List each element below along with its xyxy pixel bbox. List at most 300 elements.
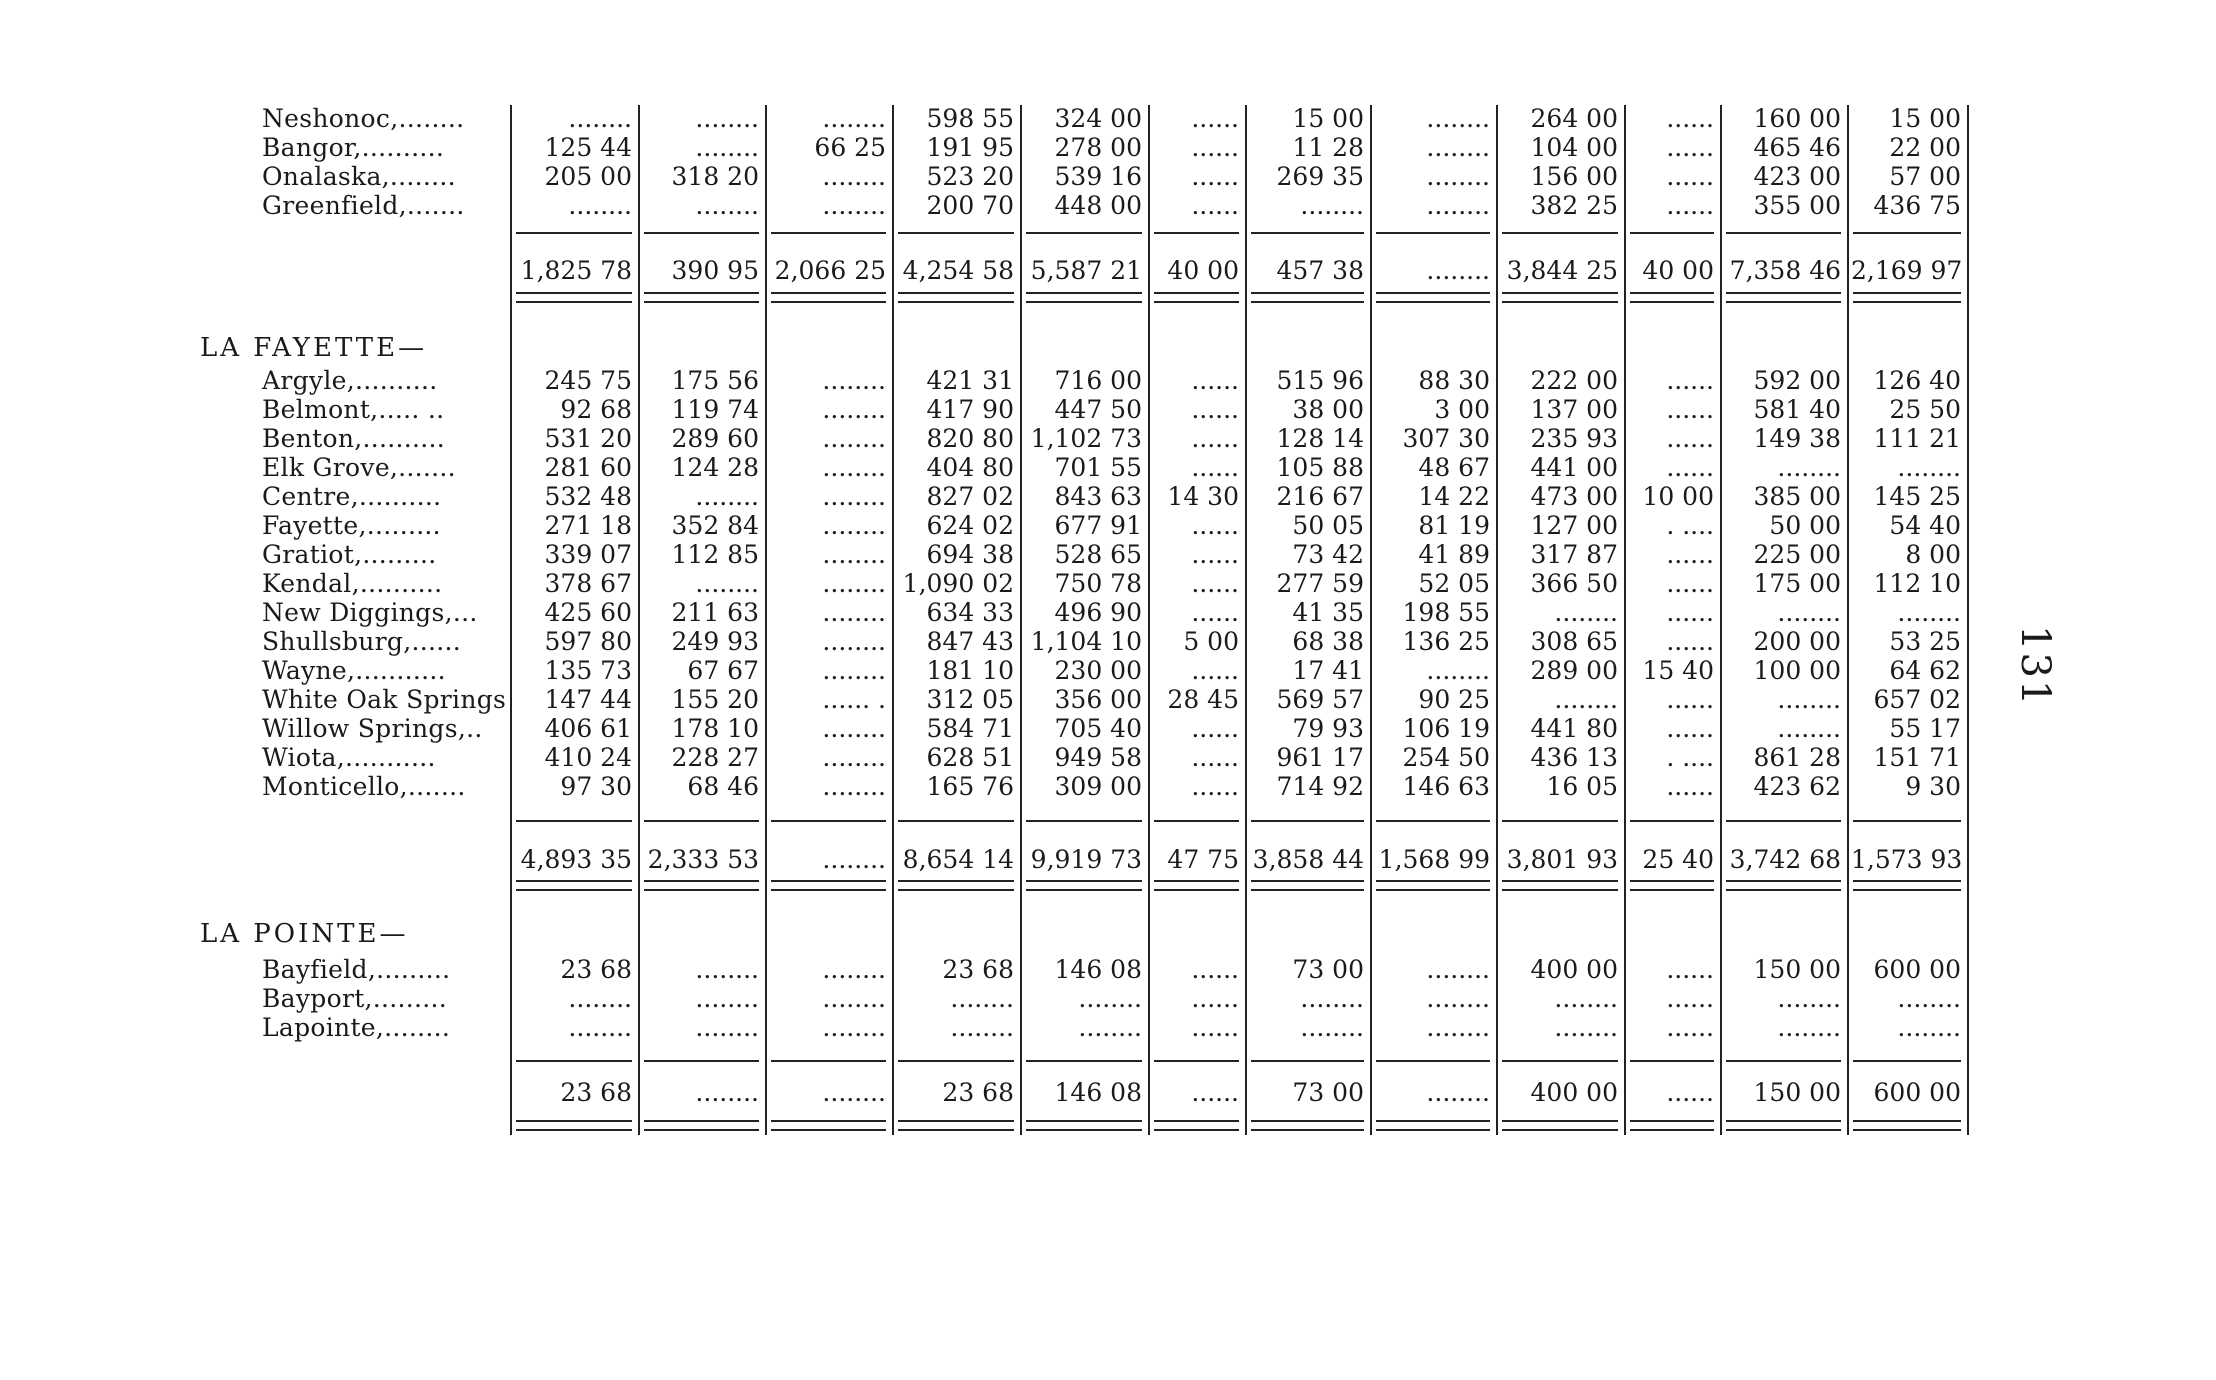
table-cell: 90 25 bbox=[1418, 685, 1490, 714]
table-cell: ...... bbox=[1191, 366, 1239, 395]
table-cell: ...... bbox=[1191, 984, 1239, 1013]
subtotal-rule bbox=[644, 232, 759, 234]
subtotal-rule bbox=[1251, 1060, 1364, 1062]
table-cell: ........ bbox=[1777, 598, 1841, 627]
table-cell: 200 70 bbox=[926, 191, 1014, 220]
table-cell: 317 87 bbox=[1530, 540, 1618, 569]
total-cell: 600 00 bbox=[1873, 1078, 1961, 1107]
table-cell: 339 07 bbox=[544, 540, 632, 569]
total-double-rule bbox=[1376, 292, 1490, 294]
table-cell: 271 18 bbox=[544, 511, 632, 540]
column-rule bbox=[1148, 105, 1150, 1135]
total-double-rule bbox=[516, 880, 632, 882]
table-cell: ........ bbox=[1777, 685, 1841, 714]
total-cell: 4,893 35 bbox=[520, 845, 632, 874]
table-cell: 160 00 bbox=[1753, 104, 1841, 133]
table-cell: ...... bbox=[1191, 714, 1239, 743]
table-cell: ...... bbox=[1666, 540, 1714, 569]
table-cell: 827 02 bbox=[926, 482, 1014, 511]
subtotal-rule bbox=[1853, 820, 1961, 822]
total-double-rule bbox=[1502, 1120, 1618, 1122]
table-cell: 23 68 bbox=[560, 955, 632, 984]
total-double-rule bbox=[1376, 880, 1490, 882]
subtotal-rule bbox=[771, 820, 886, 822]
table-cell: 423 62 bbox=[1753, 772, 1841, 801]
total-cell: ...... bbox=[1666, 1078, 1714, 1107]
row-name: White Oak Springs bbox=[262, 685, 507, 714]
table-cell: ........ bbox=[822, 540, 886, 569]
table-cell: 88 30 bbox=[1418, 366, 1490, 395]
table-cell: 278 00 bbox=[1054, 133, 1142, 162]
table-cell: 289 00 bbox=[1530, 656, 1618, 685]
row-name: Bangor,.......... bbox=[262, 133, 445, 162]
total-double-rule bbox=[1502, 880, 1618, 882]
table-cell: ........ bbox=[822, 627, 886, 656]
total-cell: 23 68 bbox=[560, 1078, 632, 1107]
table-cell: 146 63 bbox=[1402, 772, 1490, 801]
subtotal-rule bbox=[898, 232, 1014, 234]
column-rule bbox=[1370, 105, 1372, 1135]
table-cell: 861 28 bbox=[1753, 743, 1841, 772]
row-name: Bayfield,......... bbox=[262, 955, 451, 984]
table-cell: ...... bbox=[1666, 1013, 1714, 1042]
row-name: Neshonoc,........ bbox=[262, 104, 465, 133]
subtotal-rule bbox=[1726, 232, 1841, 234]
table-cell: 254 50 bbox=[1402, 743, 1490, 772]
table-cell: 14 30 bbox=[1167, 482, 1239, 511]
table-cell: ........ bbox=[568, 984, 632, 1013]
total-double-rule bbox=[1026, 889, 1142, 891]
total-double-rule bbox=[1630, 1120, 1714, 1122]
total-cell: 47 75 bbox=[1167, 845, 1239, 874]
table-cell: ...... bbox=[1191, 511, 1239, 540]
row-name: Shullsburg,...... bbox=[262, 627, 461, 656]
page-number: 131 bbox=[2012, 625, 2058, 708]
table-cell: 949 58 bbox=[1054, 743, 1142, 772]
table-cell: ........ bbox=[822, 162, 886, 191]
total-double-rule bbox=[1726, 1129, 1841, 1131]
table-cell: ........ bbox=[1426, 133, 1490, 162]
table-cell: 16 05 bbox=[1546, 772, 1618, 801]
total-cell: ........ bbox=[1426, 256, 1490, 285]
total-double-rule bbox=[1026, 1129, 1142, 1131]
total-double-rule bbox=[1853, 292, 1961, 294]
total-double-rule bbox=[1376, 1120, 1490, 1122]
total-double-rule bbox=[1251, 880, 1364, 882]
table-cell: 198 55 bbox=[1402, 598, 1490, 627]
table-cell: 436 13 bbox=[1530, 743, 1618, 772]
total-double-rule bbox=[1154, 301, 1239, 303]
table-cell: 53 25 bbox=[1889, 627, 1961, 656]
subtotal-rule bbox=[644, 1060, 759, 1062]
table-cell: ........ bbox=[822, 482, 886, 511]
table-cell: 147 44 bbox=[544, 685, 632, 714]
column-rule bbox=[638, 105, 640, 1135]
table-cell: ........ bbox=[1300, 984, 1364, 1013]
table-cell: 105 88 bbox=[1276, 453, 1364, 482]
table-cell: ........ bbox=[1426, 656, 1490, 685]
table-cell: ........ bbox=[695, 191, 759, 220]
total-double-rule bbox=[1251, 301, 1364, 303]
table-cell: 155 20 bbox=[671, 685, 759, 714]
total-cell: 2,066 25 bbox=[774, 256, 886, 285]
table-cell: 10 00 bbox=[1642, 482, 1714, 511]
subtotal-rule bbox=[1376, 232, 1490, 234]
table-cell: 235 93 bbox=[1530, 424, 1618, 453]
subtotal-rule bbox=[1154, 1060, 1239, 1062]
table-cell: 100 00 bbox=[1753, 656, 1841, 685]
subtotal-rule bbox=[898, 1060, 1014, 1062]
table-cell: ........ bbox=[822, 743, 886, 772]
total-double-rule bbox=[771, 889, 886, 891]
table-cell: 843 63 bbox=[1054, 482, 1142, 511]
table-cell: 15 00 bbox=[1889, 104, 1961, 133]
table-cell: 151 71 bbox=[1873, 743, 1961, 772]
table-cell: 11 28 bbox=[1292, 133, 1364, 162]
table-cell: 112 10 bbox=[1873, 569, 1961, 598]
table-cell: ...... bbox=[1666, 984, 1714, 1013]
table-cell: 111 21 bbox=[1873, 424, 1961, 453]
total-double-rule bbox=[771, 1129, 886, 1131]
total-double-rule bbox=[1726, 889, 1841, 891]
subtotal-rule bbox=[1376, 1060, 1490, 1062]
total-double-rule bbox=[1026, 301, 1142, 303]
row-name: Kendal,.......... bbox=[262, 569, 443, 598]
table-cell: 598 55 bbox=[926, 104, 1014, 133]
total-double-rule bbox=[1630, 880, 1714, 882]
table-cell: 277 59 bbox=[1276, 569, 1364, 598]
table-cell: 539 16 bbox=[1054, 162, 1142, 191]
total-double-rule bbox=[898, 1120, 1014, 1122]
table-cell: 308 65 bbox=[1530, 627, 1618, 656]
table-cell: 624 02 bbox=[926, 511, 1014, 540]
subtotal-rule bbox=[1630, 820, 1714, 822]
table-cell: ........ bbox=[695, 133, 759, 162]
column-rule bbox=[1967, 105, 1969, 1135]
table-cell: 64 62 bbox=[1889, 656, 1961, 685]
subtotal-rule bbox=[1026, 232, 1142, 234]
table-cell: 149 38 bbox=[1753, 424, 1841, 453]
row-name: Bayport,......... bbox=[262, 984, 448, 1013]
table-cell: 378 67 bbox=[544, 569, 632, 598]
table-cell: 106 19 bbox=[1402, 714, 1490, 743]
subtotal-rule bbox=[1502, 1060, 1618, 1062]
total-cell: ........ bbox=[1426, 1078, 1490, 1107]
table-cell: ........ bbox=[1554, 984, 1618, 1013]
subtotal-rule bbox=[1630, 232, 1714, 234]
table-cell: 847 43 bbox=[926, 627, 1014, 656]
table-cell: ........ bbox=[695, 569, 759, 598]
row-name: Fayette,......... bbox=[262, 511, 441, 540]
table-cell: ........ bbox=[1426, 1013, 1490, 1042]
total-cell: 2,169 97 bbox=[1851, 256, 1963, 285]
table-cell: ...... bbox=[1666, 395, 1714, 424]
table-cell: 592 00 bbox=[1753, 366, 1841, 395]
table-cell: 528 65 bbox=[1054, 540, 1142, 569]
table-cell: ........ bbox=[1777, 453, 1841, 482]
table-cell: 57 00 bbox=[1889, 162, 1961, 191]
table-cell: 249 93 bbox=[671, 627, 759, 656]
total-cell: 23 68 bbox=[942, 1078, 1014, 1107]
table-cell: 496 90 bbox=[1054, 598, 1142, 627]
total-double-rule bbox=[1502, 1129, 1618, 1131]
subtotal-rule bbox=[516, 820, 632, 822]
row-name: Gratiot,......... bbox=[262, 540, 437, 569]
total-double-rule bbox=[1502, 301, 1618, 303]
table-cell: 112 85 bbox=[671, 540, 759, 569]
row-name: Elk Grove,....... bbox=[262, 453, 456, 482]
table-cell: 165 76 bbox=[926, 772, 1014, 801]
total-cell: 40 00 bbox=[1642, 256, 1714, 285]
table-cell: 178 10 bbox=[671, 714, 759, 743]
table-cell: 181 10 bbox=[926, 656, 1014, 685]
subtotal-rule bbox=[1251, 820, 1364, 822]
table-cell: 9 30 bbox=[1905, 772, 1961, 801]
total-double-rule bbox=[644, 292, 759, 294]
table-cell: 307 30 bbox=[1402, 424, 1490, 453]
table-cell: 245 75 bbox=[544, 366, 632, 395]
table-cell: 694 38 bbox=[926, 540, 1014, 569]
table-cell: 68 46 bbox=[687, 772, 759, 801]
subtotal-rule bbox=[1502, 232, 1618, 234]
table-cell: 38 00 bbox=[1292, 395, 1364, 424]
table-cell: 436 75 bbox=[1873, 191, 1961, 220]
table-cell: ........ bbox=[1897, 1013, 1961, 1042]
total-double-rule bbox=[771, 880, 886, 882]
table-cell: 55 17 bbox=[1889, 714, 1961, 743]
table-cell: 41 35 bbox=[1292, 598, 1364, 627]
total-double-rule bbox=[1251, 1129, 1364, 1131]
row-name: Wayne,........... bbox=[262, 656, 446, 685]
table-cell: 92 68 bbox=[560, 395, 632, 424]
table-cell: 441 00 bbox=[1530, 453, 1618, 482]
total-cell: 7,358 46 bbox=[1729, 256, 1841, 285]
subtotal-rule bbox=[1853, 1060, 1961, 1062]
row-name: Onalaska,........ bbox=[262, 162, 456, 191]
subtotal-rule bbox=[1376, 820, 1490, 822]
table-cell: 104 00 bbox=[1530, 133, 1618, 162]
column-rule bbox=[765, 105, 767, 1135]
total-cell: 390 95 bbox=[671, 256, 759, 285]
subtotal-rule bbox=[771, 1060, 886, 1062]
total-double-rule bbox=[1026, 1120, 1142, 1122]
total-double-rule bbox=[1376, 301, 1490, 303]
table-cell: 175 56 bbox=[671, 366, 759, 395]
table-cell: 50 00 bbox=[1769, 511, 1841, 540]
table-cell: ........ bbox=[1554, 1013, 1618, 1042]
table-cell: 600 00 bbox=[1873, 955, 1961, 984]
total-double-rule bbox=[1853, 880, 1961, 882]
table-cell: ........ bbox=[950, 984, 1014, 1013]
table-cell: 581 40 bbox=[1753, 395, 1841, 424]
table-cell: 137 00 bbox=[1530, 395, 1618, 424]
column-rule bbox=[1496, 105, 1498, 1135]
row-name: Lapointe,........ bbox=[262, 1013, 451, 1042]
total-cell: 3,858 44 bbox=[1252, 845, 1364, 874]
table-cell: 425 60 bbox=[544, 598, 632, 627]
table-cell: ........ bbox=[822, 453, 886, 482]
table-cell: ........ bbox=[822, 598, 886, 627]
table-cell: 41 89 bbox=[1418, 540, 1490, 569]
table-cell: ........ bbox=[822, 191, 886, 220]
table-cell: ...... bbox=[1666, 627, 1714, 656]
total-double-rule bbox=[1154, 1129, 1239, 1131]
table-cell: ........ bbox=[1554, 598, 1618, 627]
row-name: Benton,.......... bbox=[262, 424, 445, 453]
total-cell: ........ bbox=[695, 1078, 759, 1107]
total-cell: 146 08 bbox=[1054, 1078, 1142, 1107]
table-cell: 417 90 bbox=[926, 395, 1014, 424]
total-cell: 2,333 53 bbox=[647, 845, 759, 874]
total-double-rule bbox=[1154, 1120, 1239, 1122]
total-double-rule bbox=[898, 889, 1014, 891]
total-double-rule bbox=[1630, 292, 1714, 294]
total-cell: 40 00 bbox=[1167, 256, 1239, 285]
total-cell: 8,654 14 bbox=[902, 845, 1014, 874]
table-cell: ........ bbox=[1897, 984, 1961, 1013]
table-cell: 119 74 bbox=[671, 395, 759, 424]
total-double-rule bbox=[516, 292, 632, 294]
table-cell: ........ bbox=[1554, 685, 1618, 714]
table-cell: 448 00 bbox=[1054, 191, 1142, 220]
row-name: Argyle,.......... bbox=[262, 366, 438, 395]
column-rule bbox=[892, 105, 894, 1135]
column-rule bbox=[1847, 105, 1849, 1135]
subtotal-rule bbox=[1502, 820, 1618, 822]
table-cell: 228 27 bbox=[671, 743, 759, 772]
table-cell: 50 05 bbox=[1292, 511, 1364, 540]
table-cell: ........ bbox=[822, 714, 886, 743]
table-cell: ........ bbox=[1897, 598, 1961, 627]
total-double-rule bbox=[644, 1129, 759, 1131]
total-cell: 3,844 25 bbox=[1506, 256, 1618, 285]
table-cell: 356 00 bbox=[1054, 685, 1142, 714]
total-double-rule bbox=[1726, 292, 1841, 294]
table-cell: 441 80 bbox=[1530, 714, 1618, 743]
table-cell: ...... bbox=[1191, 424, 1239, 453]
subtotal-rule bbox=[516, 1060, 632, 1062]
table-cell: ........ bbox=[1426, 191, 1490, 220]
subtotal-rule bbox=[1853, 232, 1961, 234]
table-cell: ........ bbox=[1426, 162, 1490, 191]
table-cell: 230 00 bbox=[1054, 656, 1142, 685]
table-cell: 211 63 bbox=[671, 598, 759, 627]
table-cell: ...... bbox=[1666, 714, 1714, 743]
table-cell: ........ bbox=[1777, 984, 1841, 1013]
table-cell: 406 61 bbox=[544, 714, 632, 743]
total-double-rule bbox=[516, 1120, 632, 1122]
total-double-rule bbox=[1251, 292, 1364, 294]
total-double-rule bbox=[644, 889, 759, 891]
column-rule bbox=[510, 105, 512, 1135]
table-cell: 8 00 bbox=[1905, 540, 1961, 569]
table-cell: ...... bbox=[1666, 598, 1714, 627]
column-rule bbox=[1020, 105, 1022, 1135]
total-double-rule bbox=[1251, 1120, 1364, 1122]
table-cell: 125 44 bbox=[544, 133, 632, 162]
total-cell: ........ bbox=[822, 1078, 886, 1107]
section-heading: LA POINTE— bbox=[200, 919, 409, 949]
table-cell: ...... bbox=[1191, 104, 1239, 133]
table-cell: ...... bbox=[1666, 685, 1714, 714]
table-cell: 705 40 bbox=[1054, 714, 1142, 743]
table-cell: 410 24 bbox=[544, 743, 632, 772]
table-cell: 54 40 bbox=[1889, 511, 1961, 540]
table-cell: ...... bbox=[1666, 569, 1714, 598]
table-cell: 324 00 bbox=[1054, 104, 1142, 133]
table-cell: 447 50 bbox=[1054, 395, 1142, 424]
table-cell: ...... bbox=[1666, 453, 1714, 482]
table-cell: ...... bbox=[1191, 191, 1239, 220]
total-cell: 4,254 58 bbox=[902, 256, 1014, 285]
table-cell: ........ bbox=[695, 955, 759, 984]
table-cell: 126 40 bbox=[1873, 366, 1961, 395]
table-cell: ........ bbox=[822, 955, 886, 984]
table-cell: ...... bbox=[1191, 453, 1239, 482]
table-cell: 385 00 bbox=[1753, 482, 1841, 511]
table-cell: ...... bbox=[1191, 772, 1239, 801]
table-cell: ........ bbox=[822, 656, 886, 685]
table-cell: 67 67 bbox=[687, 656, 759, 685]
table-cell: ...... bbox=[1666, 133, 1714, 162]
table-cell: ...... bbox=[1666, 424, 1714, 453]
table-cell: 127 00 bbox=[1530, 511, 1618, 540]
table-cell: 23 68 bbox=[942, 955, 1014, 984]
table-cell: ........ bbox=[822, 511, 886, 540]
table-cell: 216 67 bbox=[1276, 482, 1364, 511]
table-cell: 150 00 bbox=[1753, 955, 1841, 984]
subtotal-rule bbox=[1630, 1060, 1714, 1062]
table-cell: 14 22 bbox=[1418, 482, 1490, 511]
total-double-rule bbox=[898, 1129, 1014, 1131]
table-cell: 97 30 bbox=[560, 772, 632, 801]
table-cell: 352 84 bbox=[671, 511, 759, 540]
table-cell: ...... bbox=[1666, 191, 1714, 220]
total-double-rule bbox=[1154, 880, 1239, 882]
table-cell: ........ bbox=[1078, 1013, 1142, 1042]
table-cell: ........ bbox=[1426, 104, 1490, 133]
total-cell: 9,919 73 bbox=[1030, 845, 1142, 874]
total-cell: 150 00 bbox=[1753, 1078, 1841, 1107]
total-cell: 25 40 bbox=[1642, 845, 1714, 874]
total-double-rule bbox=[771, 1120, 886, 1122]
table-cell: 5 00 bbox=[1183, 627, 1239, 656]
table-cell: 400 00 bbox=[1530, 955, 1618, 984]
table-cell: 128 14 bbox=[1276, 424, 1364, 453]
table-cell: ........ bbox=[1777, 1013, 1841, 1042]
table-cell: ........ bbox=[1078, 984, 1142, 1013]
table-cell: 25 50 bbox=[1889, 395, 1961, 424]
table-cell: 73 42 bbox=[1292, 540, 1364, 569]
table-cell: 136 25 bbox=[1402, 627, 1490, 656]
subtotal-rule bbox=[516, 232, 632, 234]
table-cell: 584 71 bbox=[926, 714, 1014, 743]
table-cell: 404 80 bbox=[926, 453, 1014, 482]
table-cell: ...... bbox=[1191, 656, 1239, 685]
table-cell: 225 00 bbox=[1753, 540, 1841, 569]
table-cell: ...... bbox=[1666, 772, 1714, 801]
total-double-rule bbox=[1154, 292, 1239, 294]
table-cell: 48 67 bbox=[1418, 453, 1490, 482]
table-cell: ...... bbox=[1666, 955, 1714, 984]
subtotal-rule bbox=[771, 232, 886, 234]
table-cell: 175 00 bbox=[1753, 569, 1841, 598]
section-heading: LA FAYETTE— bbox=[200, 333, 428, 363]
table-cell: 820 80 bbox=[926, 424, 1014, 453]
table-cell: . .... bbox=[1666, 743, 1714, 772]
table-cell: 191 95 bbox=[926, 133, 1014, 162]
table-cell: ........ bbox=[1300, 1013, 1364, 1042]
